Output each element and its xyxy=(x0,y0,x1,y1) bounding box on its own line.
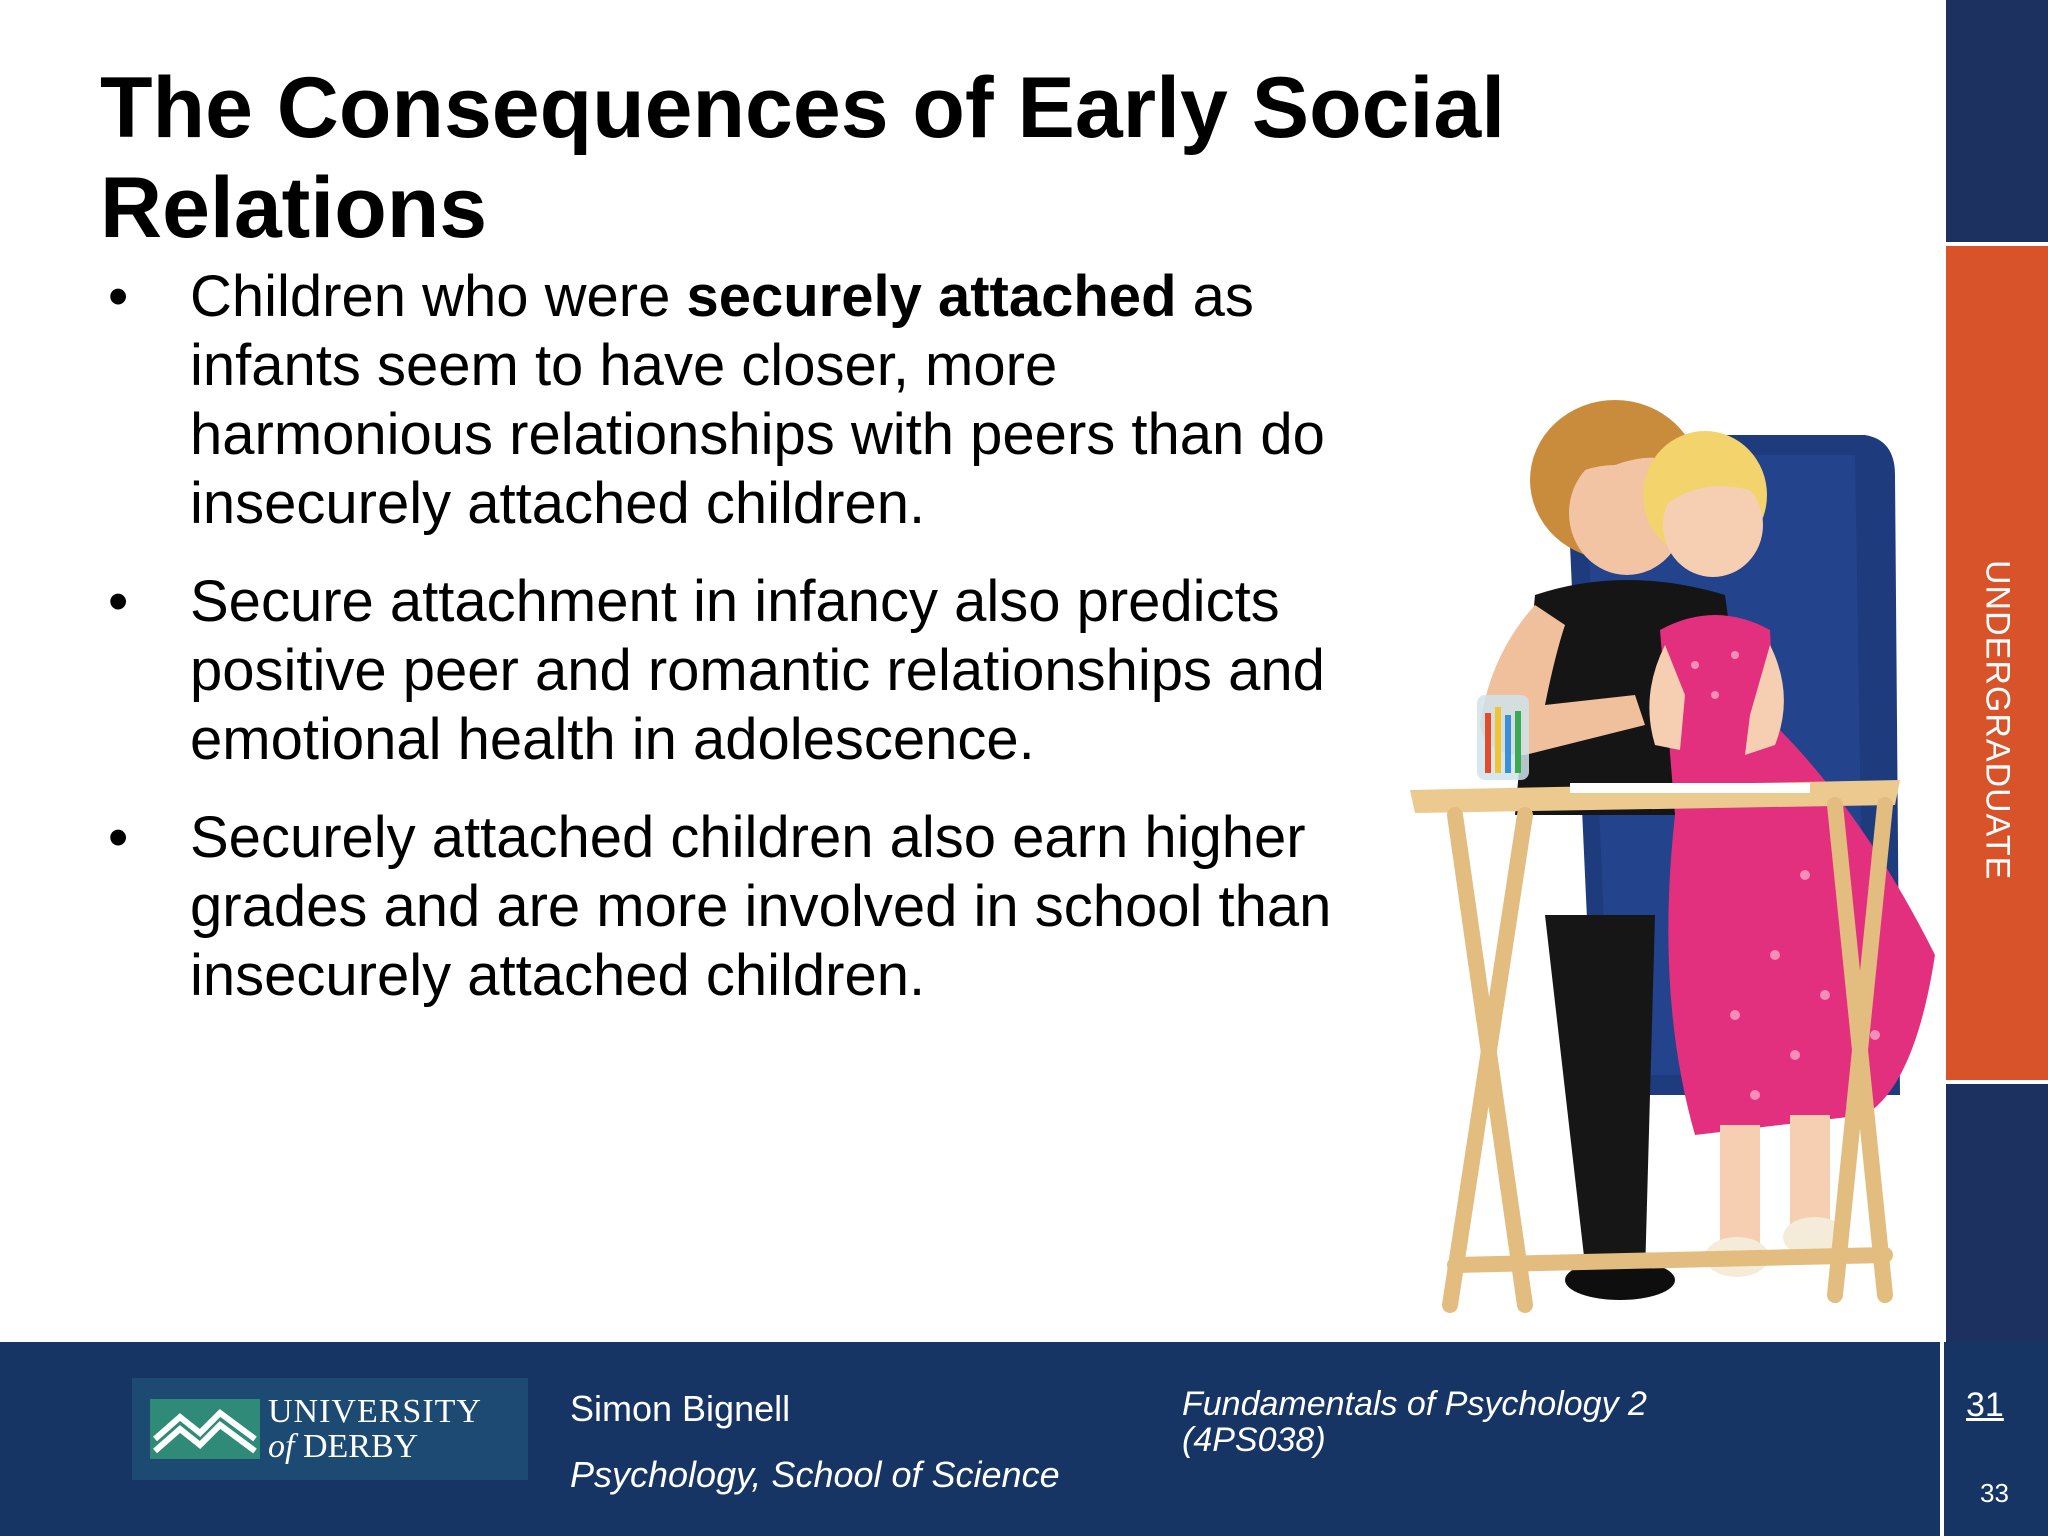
bullet-item xyxy=(108,803,1368,1010)
university-logo xyxy=(132,1378,528,1480)
mother-daughter-photo xyxy=(1395,395,1945,1335)
undergraduate-label: UNDERGRADUATE xyxy=(1978,559,2017,881)
derby-mountains-icon xyxy=(150,1399,260,1459)
bullet-dot: • xyxy=(108,805,129,870)
bullet-item xyxy=(108,567,1368,774)
bullet-list xyxy=(108,262,1368,1039)
bullet-item xyxy=(108,262,1368,538)
page-number: 33 xyxy=(1980,1478,2009,1508)
course-title: Fundamentals of Psychology 2 (4PS038) xyxy=(1182,1385,1647,1459)
logo-line-university: UNIVERSITY xyxy=(268,1393,482,1430)
department: Psychology, School of Science xyxy=(570,1454,1060,1495)
footer-divider xyxy=(1940,1342,1944,1536)
bullet-text: Secure attachment in infancy also predicts positive peer and romantic relationships and emotional health in adolescence. xyxy=(190,569,1325,772)
slide-title: The Consequences of Early Social Relations xyxy=(100,60,1506,256)
bullet-text: Securely attached children also earn higher grades and are more involved in school than insecurely attached children. xyxy=(190,805,1332,1008)
bullet-text: as infants seem to have closer, more harmonious relationships with peers than do insecurely attached children. xyxy=(190,264,1325,536)
presenter-name: Simon Bignell xyxy=(570,1388,791,1429)
footer-bar xyxy=(0,1342,2048,1536)
bullet-text: Children who were xyxy=(190,264,687,329)
logo-derby: DERBY xyxy=(302,1428,419,1465)
bullet-dot: • xyxy=(108,264,129,329)
side-band-top xyxy=(1946,0,2048,242)
crayon-jar xyxy=(1477,695,1529,780)
bullet-dot: • xyxy=(108,569,129,634)
bullet-bold-text: securely attached xyxy=(686,264,1177,329)
side-band-label xyxy=(1946,400,2048,1040)
logo-of: of xyxy=(268,1428,295,1465)
slide-number[interactable]: 31 xyxy=(1966,1386,2004,1424)
side-band-bottom xyxy=(1946,1084,2048,1342)
